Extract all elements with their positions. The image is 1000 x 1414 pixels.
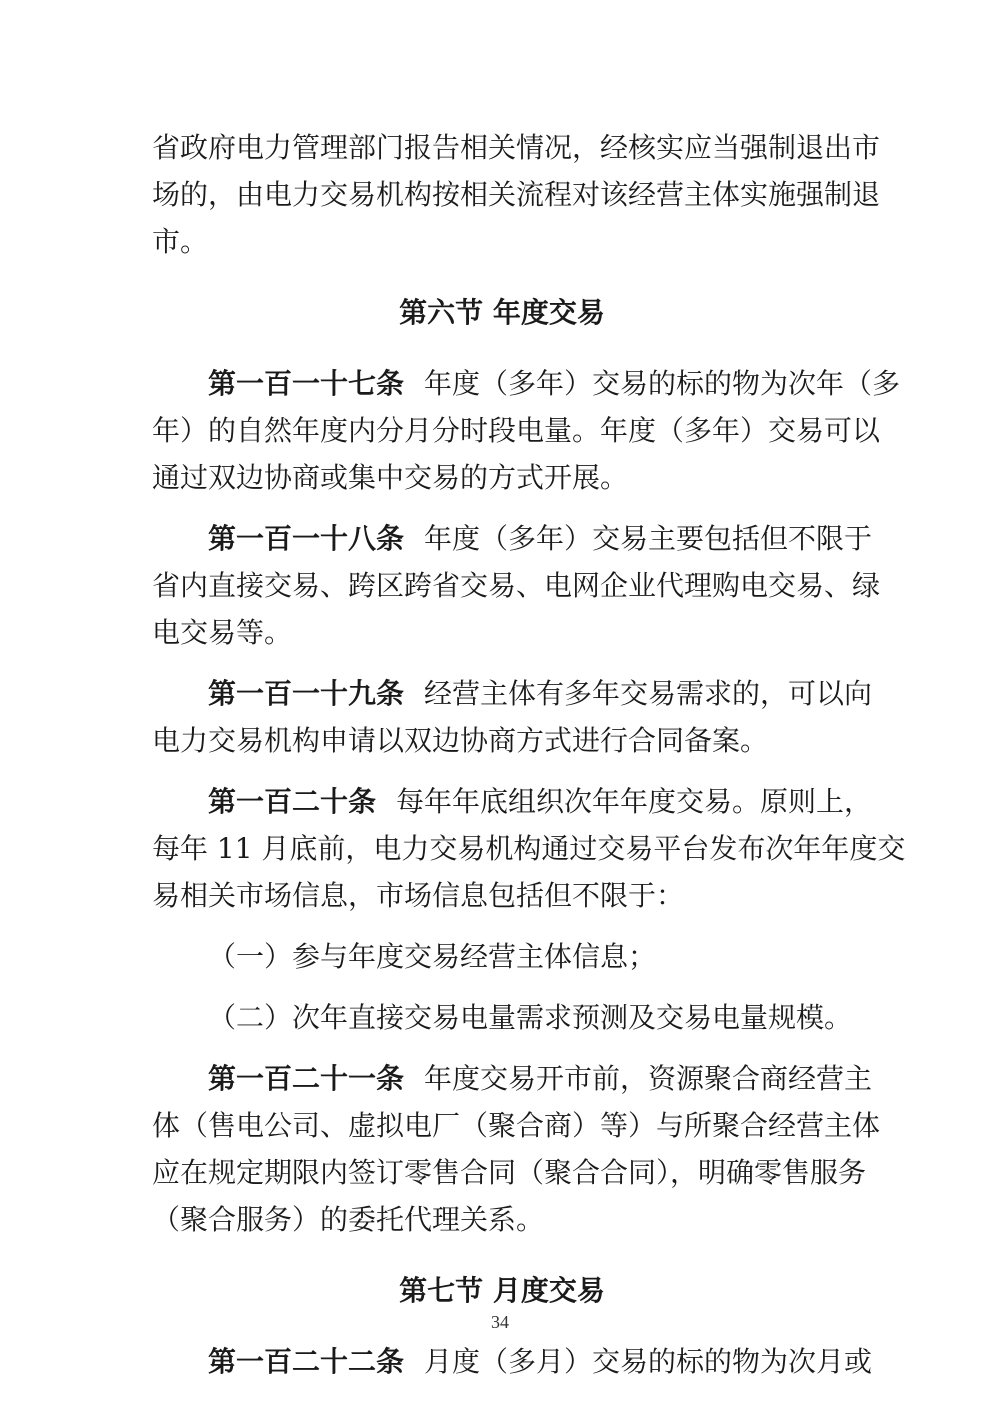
paragraph-line: （聚合服务）的委托代理关系。 bbox=[152, 1203, 545, 1236]
paragraph-line: 易相关市场信息，市场信息包括但不限于： bbox=[152, 879, 685, 912]
article-122-first-line bbox=[152, 1338, 873, 1385]
article-text: 经营主体有多年交易需求的，可以向 bbox=[424, 677, 873, 710]
article-text: 年度交易开市前，资源聚合商经营主 bbox=[424, 1062, 873, 1095]
paragraph-line: 场的，由电力交易机构按相关流程对该经营主体实施强制退 bbox=[152, 178, 881, 211]
article-label: 第一百二十二条 bbox=[208, 1345, 405, 1378]
article-label: 第一百一十八条 bbox=[208, 522, 405, 555]
article-119-first-line bbox=[152, 670, 873, 717]
article-text: 年度（多年）交易主要包括但不限于 bbox=[424, 522, 873, 555]
paragraph-line: 省内直接交易、跨区跨省交易、电网企业代理购电交易、绿 bbox=[152, 569, 881, 602]
article-117-first-line bbox=[152, 360, 901, 407]
section-heading-6: 第六节 年度交易 bbox=[399, 296, 605, 329]
list-item: （二）次年直接交易电量需求预测及交易电量规模。 bbox=[208, 1001, 853, 1034]
paragraph-line: 通过双边协商或集中交易的方式开展。 bbox=[152, 461, 629, 494]
article-118-first-line bbox=[152, 515, 873, 562]
paragraph-line: 市。 bbox=[152, 225, 209, 258]
paragraph-line: 电交易等。 bbox=[152, 616, 293, 649]
paragraph-line: 省政府电力管理部门报告相关情况，经核实应当强制退出市 bbox=[152, 131, 881, 164]
article-label: 第一百一十七条 bbox=[208, 367, 405, 400]
paragraph-line: 体（售电公司、虚拟电厂（聚合商）等）与所聚合经营主体 bbox=[152, 1109, 881, 1142]
article-label: 第一百一十九条 bbox=[208, 677, 405, 710]
paragraph-line: 每年 11 月底前，电力交易机构通过交易平台发布次年年度交 bbox=[152, 832, 906, 865]
article-label: 第一百二十条 bbox=[208, 785, 377, 818]
article-121-first-line bbox=[152, 1055, 873, 1102]
paragraph-line: 应在规定期限内签订零售合同（聚合合同），明确零售服务 bbox=[152, 1156, 867, 1189]
paragraph-line: 年）的自然年度内分月分时段电量。年度（多年）交易可以 bbox=[152, 414, 881, 447]
page-content bbox=[152, 124, 906, 1385]
article-text: 每年年底组织次年年度交易。原则上， bbox=[396, 785, 873, 818]
section-heading-7: 第七节 月度交易 bbox=[399, 1274, 605, 1307]
list-item: （一）参与年度交易经营主体信息； bbox=[208, 940, 657, 973]
paragraph-line: 电力交易机构申请以双边协商方式进行合同备案。 bbox=[152, 724, 769, 757]
article-text: 月度（多月）交易的标的物为次月或 bbox=[424, 1345, 873, 1378]
article-text: 年度（多年）交易的标的物为次年（多 bbox=[424, 367, 901, 400]
article-120-first-line bbox=[152, 778, 873, 825]
page-number: 34 bbox=[491, 1312, 509, 1332]
article-label: 第一百二十一条 bbox=[208, 1062, 405, 1095]
